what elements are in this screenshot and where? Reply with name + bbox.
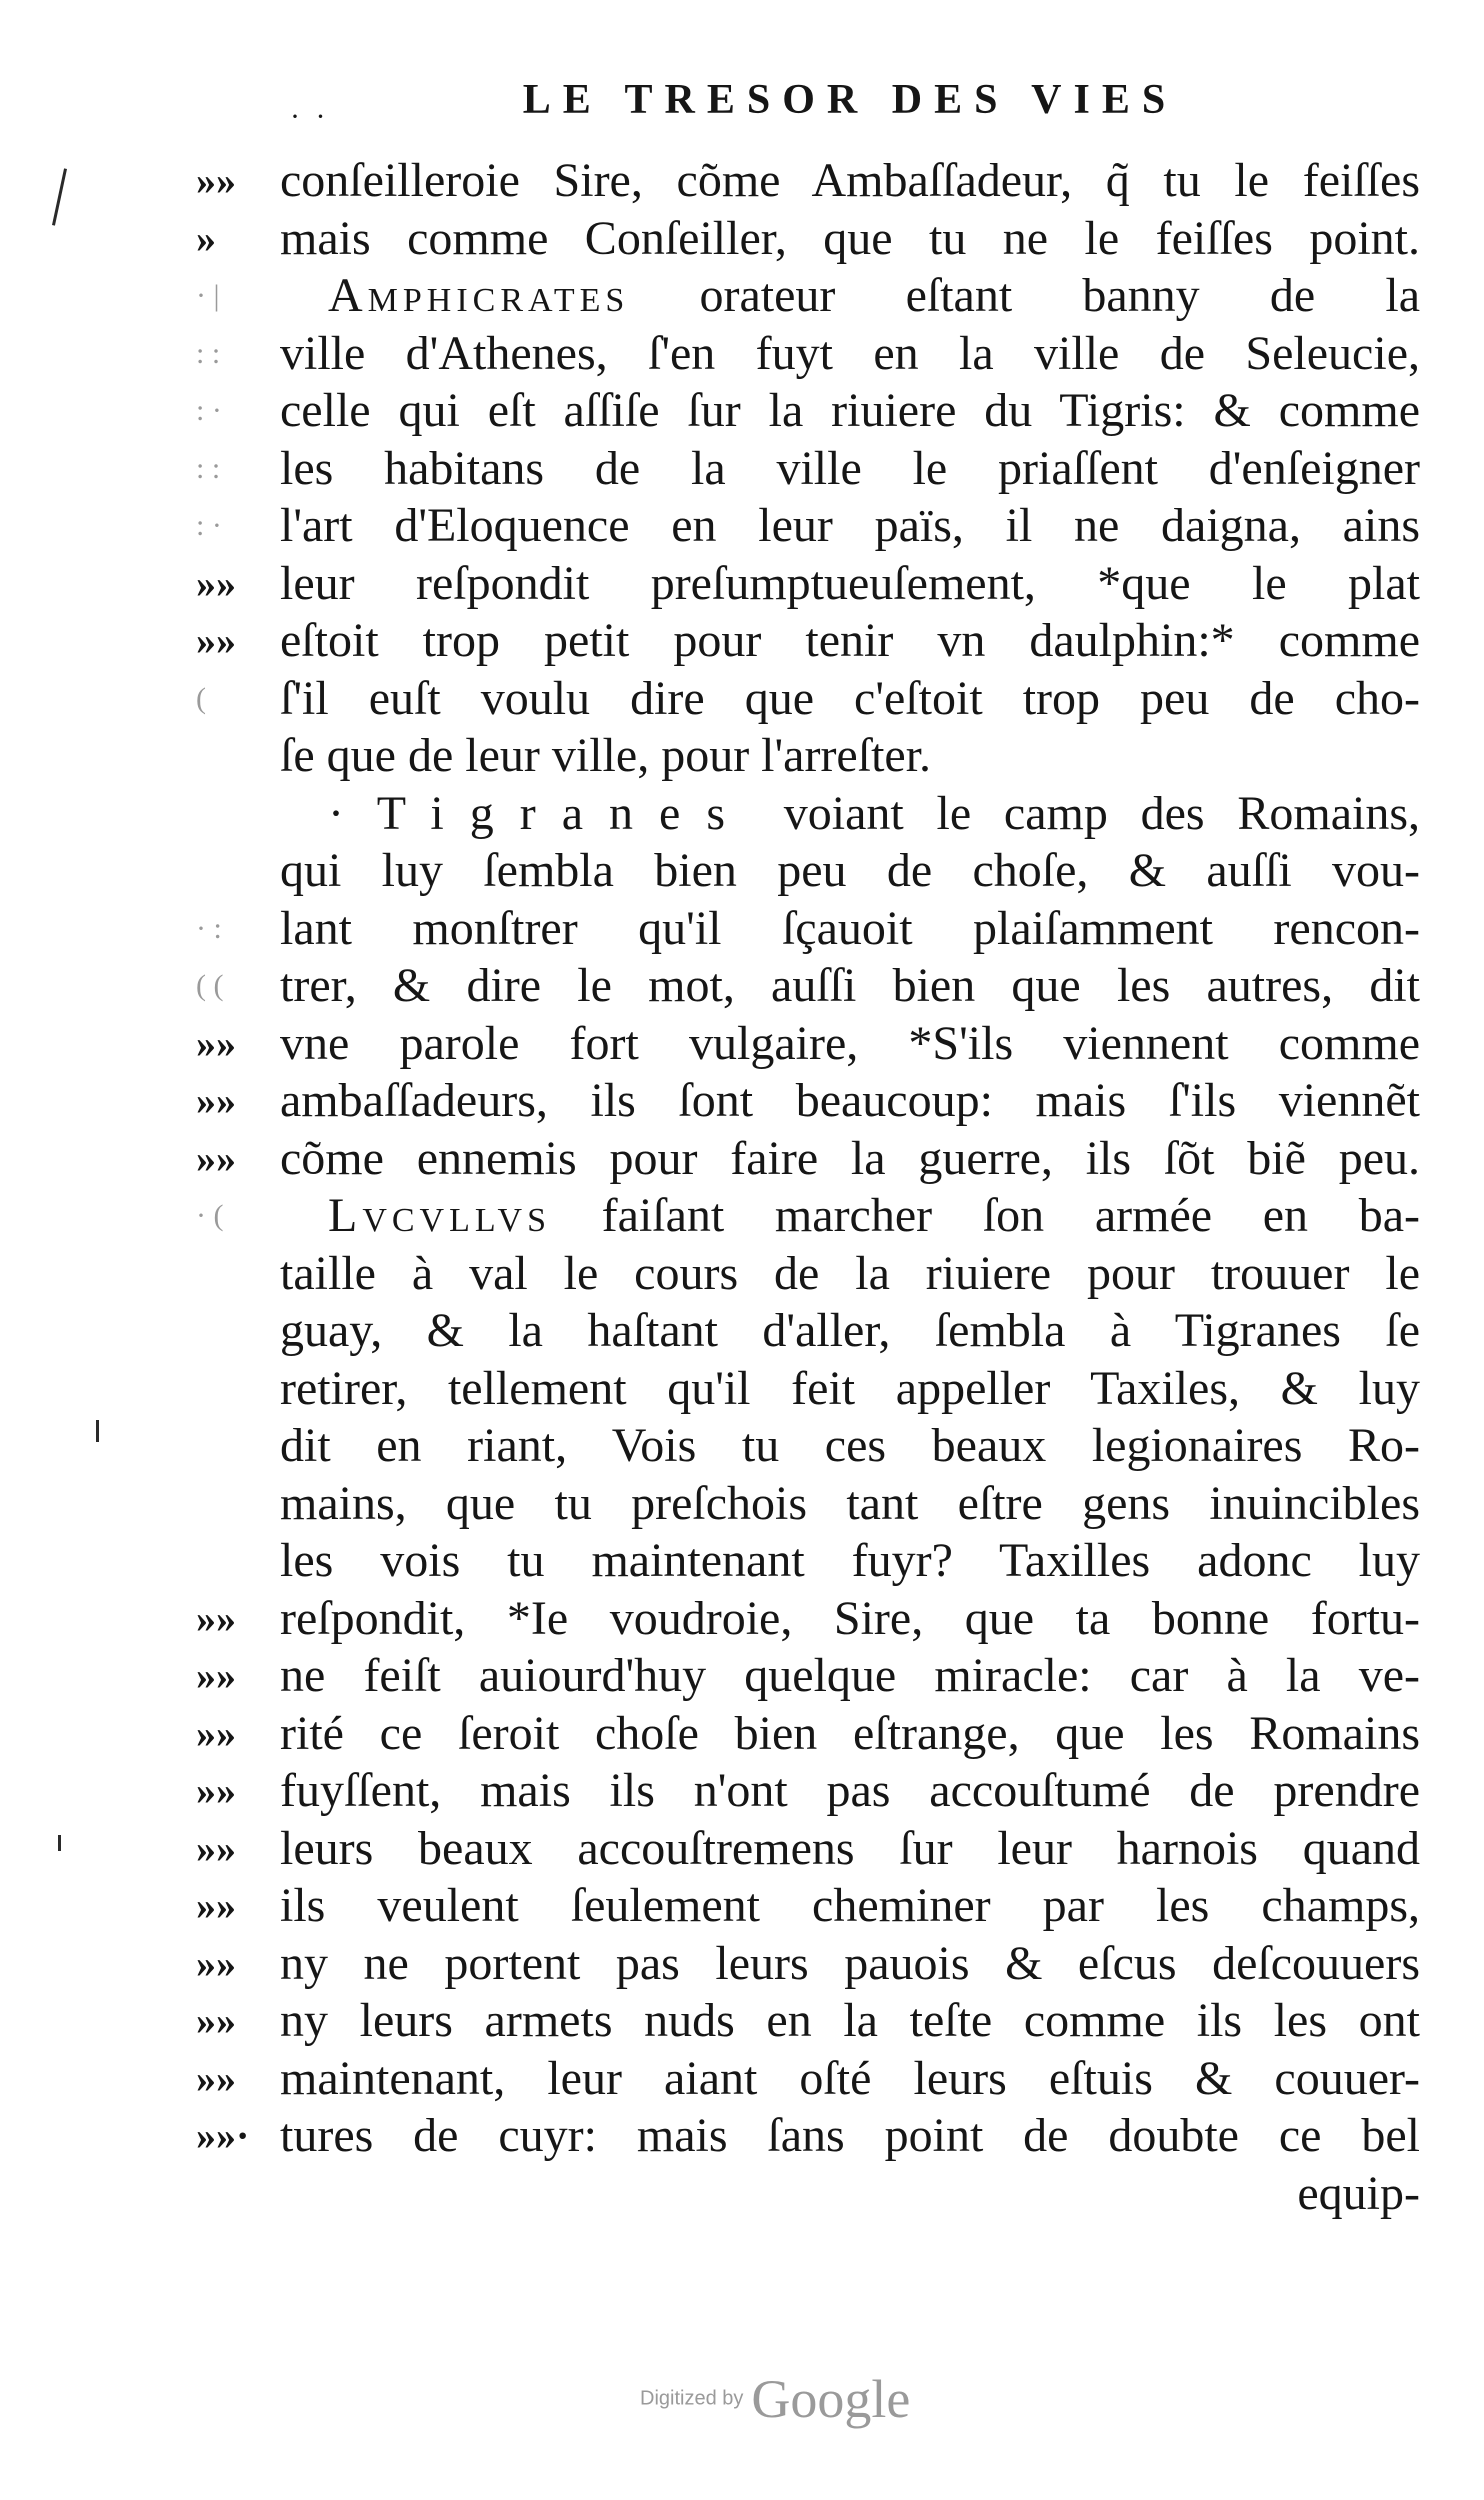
- margin-mark: »»: [196, 1653, 236, 1698]
- line-text: guay, & la haſtant d'aller, ſembla à Tigranes ſe: [280, 1304, 1420, 1357]
- margin-mark: · (: [196, 1199, 224, 1232]
- margin-mark: [196, 842, 276, 900]
- margin-mark: · :: [196, 911, 222, 945]
- margin-mark: [196, 1532, 276, 1590]
- line-text: leurs beaux accouſtremens ſur leur harnois quand: [280, 1821, 1420, 1875]
- text-line: [280, 842, 1420, 900]
- line-text: maintenant, leur aiant oſté leurs eſtuis & couuer-: [280, 2051, 1420, 2105]
- name-small-caps: Lvcvllvs: [328, 1189, 551, 1242]
- margin-mark: »»: [196, 1078, 236, 1123]
- line-text: ny ne portent pas leurs pauois & eſcus deſcouuers: [280, 1936, 1420, 1990]
- margin-mark: [196, 727, 276, 785]
- line-text: ſe que de leur ville, pour l'arreſter.: [280, 729, 932, 782]
- line-text: voiant le camp des Romains,: [751, 786, 1421, 840]
- text-line: [280, 1417, 1420, 1475]
- text-line: [280, 267, 1420, 325]
- line-text: dit en riant, Vois tu ces beaux legionaires Ro-: [280, 1419, 1420, 1472]
- margin-mark: »»: [196, 1998, 236, 2043]
- line-text: cõme ennemis pour faire la guerre, ils ſõt biẽ peu.: [280, 1131, 1420, 1185]
- line-text: vne parole fort vulgaire, *S'ils viennent comme: [280, 1016, 1420, 1070]
- line-text: ny leurs armets nuds en la teſte comme ils les ont: [280, 1994, 1420, 2047]
- line-text: leur reſpondit preſumptueuſement, *que le plat: [280, 556, 1420, 610]
- margin-mark: · |: [196, 279, 220, 312]
- text-line: [280, 1877, 1420, 1935]
- line-text: eſtoit trop petit pour tenir vn daulphin:* comme: [280, 614, 1420, 667]
- line-text: faiſant marcher ſon armée en ba-: [550, 1189, 1420, 1242]
- digitized-footer: [640, 2368, 910, 2430]
- text-line: [280, 1187, 1420, 1245]
- margin-mark: [196, 785, 276, 843]
- margin-mark: [196, 2165, 276, 2223]
- line-text: trer, & dire le mot, auſſi bien que les autres, dit: [280, 959, 1420, 1012]
- margin-mark: »»: [196, 1825, 236, 1871]
- line-text: mais comme Conſeiller, que tu ne le feiſſes point.: [280, 211, 1420, 265]
- line-text: retirer, tellement qu'il feit appeller Taxiles, & luy: [280, 1361, 1420, 1415]
- text-line: [280, 1302, 1420, 1360]
- margin-mark: [196, 1302, 276, 1360]
- text-line: [280, 382, 1420, 440]
- text-line: [280, 785, 1420, 843]
- text-line: [280, 1130, 1420, 1188]
- line-text: ſ'il euſt voulu dire que c'eſtoit trop peu de cho-: [280, 671, 1420, 725]
- margin-mark: [196, 1475, 276, 1533]
- line-text: les habitans de la ville le priaſſent d'enſeigner: [280, 441, 1420, 495]
- margin-dot: [96, 1420, 99, 1442]
- name-spaced: Tigranes: [376, 786, 751, 840]
- margin-mark: : ·: [196, 394, 222, 427]
- margin-mark: »»: [196, 1020, 236, 1066]
- text-line: [280, 1935, 1420, 1993]
- text-line: [280, 1762, 1420, 1820]
- text-line: [280, 497, 1420, 555]
- line-text: ville d'Athenes, ſ'en fuyt en la ville de Seleucie,: [280, 326, 1420, 380]
- line-text: taille à val le cours de la riuiere pour trouuer le: [280, 1246, 1420, 1300]
- margin-mark: (: [196, 681, 206, 715]
- text-line: [280, 900, 1420, 958]
- line-text: mains, que tu preſchois tant eſtre gens inuincibles: [280, 1476, 1420, 1530]
- line-text: les vois tu maintenant fuyr? Taxilles adonc luy: [280, 1534, 1420, 1587]
- text-line: [280, 1705, 1420, 1763]
- margin-quote-marks: [196, 152, 276, 2222]
- text-line: [280, 612, 1420, 670]
- margin-mark: »»: [196, 618, 236, 663]
- margin-mark: »»: [196, 158, 236, 203]
- text-line: [280, 727, 1420, 785]
- line-text: ils veulent ſeulement cheminer par les champs,: [280, 1879, 1420, 1932]
- margin-mark: [196, 1360, 276, 1418]
- margin-mark: : ·: [196, 509, 222, 542]
- margin-dot: [58, 1835, 61, 1851]
- text-line: [280, 1245, 1420, 1303]
- line-prefix-mark: ·: [328, 786, 377, 840]
- text-line: [280, 2165, 1420, 2223]
- running-header: LE TRESOR DES VIES: [522, 77, 1178, 123]
- text-line: [280, 1072, 1420, 1130]
- margin-mark: »: [196, 215, 216, 261]
- text-line: [280, 670, 1420, 728]
- line-text: ambaſſadeurs, ils ſont beaucoup: mais ſ'ils viennẽt: [280, 1074, 1420, 1127]
- line-text: tures de cuyr: mais ſans point de doubte ce bel: [280, 2109, 1420, 2162]
- text-line: [280, 555, 1420, 613]
- text-line: [280, 957, 1420, 1015]
- margin-mark: »»: [196, 1940, 236, 1986]
- text-line: [280, 1647, 1420, 1705]
- text-line: [280, 210, 1420, 268]
- body-text: [280, 152, 1420, 2222]
- line-text: fuyſſent, mais ils n'ont pas accouſtumé de prendre: [280, 1764, 1420, 1817]
- text-line: [280, 2050, 1420, 2108]
- margin-mark: [196, 1417, 276, 1475]
- line-text: l'art d'Eloquence en leur païs, il ne daigna, ains: [280, 499, 1420, 552]
- margin-mark: »»: [196, 1768, 236, 1813]
- margin-mark: »»·: [196, 2113, 250, 2158]
- line-text: qui luy ſembla bien peu de choſe, & auſſi vou-: [280, 844, 1420, 897]
- text-line: [280, 1015, 1420, 1073]
- text-line: [280, 1475, 1420, 1533]
- text-line: [280, 1590, 1420, 1648]
- margin-mark: »»: [196, 1595, 236, 1641]
- margin-pen-stroke: [52, 168, 67, 225]
- digitized-by-text: Digitized by: [640, 2387, 744, 2410]
- margin-mark: »»: [196, 2055, 236, 2101]
- line-text: equip-: [1297, 2166, 1420, 2220]
- text-line: [280, 440, 1420, 498]
- name-small-caps: Amphicrates: [328, 269, 630, 322]
- margin-mark: »»: [196, 1135, 236, 1181]
- line-text: celle qui eſt aſſiſe ſur la riuiere du Tigris: & comme: [280, 384, 1420, 437]
- text-line: [280, 325, 1420, 383]
- google-logo: Google: [751, 2369, 911, 2429]
- text-line: [280, 1532, 1420, 1590]
- margin-mark: ( (: [196, 969, 224, 1002]
- text-line: [280, 1820, 1420, 1878]
- line-text: orateur eſtant banny de la: [629, 269, 1420, 322]
- margin-mark: [196, 1245, 276, 1303]
- margin-mark: »»: [196, 1883, 236, 1928]
- margin-mark: : :: [196, 336, 221, 370]
- line-text: lant monſtrer qu'il ſçauoit plaiſamment rencon-: [280, 901, 1420, 955]
- text-line: [280, 1360, 1420, 1418]
- text-line: [280, 1992, 1420, 2050]
- margin-mark: : :: [196, 451, 221, 485]
- margin-mark: »»: [196, 1710, 236, 1756]
- line-text: ne feiſt auiourd'huy quelque miracle: car à la ve-: [280, 1649, 1420, 1702]
- line-text: reſpondit, *Ie voudroie, Sire, que ta bonne fortu-: [280, 1591, 1420, 1645]
- line-text: rité ce ſeroit choſe bien eſtrange, que les Romains: [280, 1706, 1420, 1760]
- text-line: [280, 2107, 1420, 2165]
- line-text: conſeilleroie Sire, cõme Ambaſſadeur, q̃ tu le feiſſes: [280, 154, 1420, 207]
- text-line: [280, 152, 1420, 210]
- margin-mark: »»: [196, 560, 236, 606]
- top-left-mark: · ·: [290, 100, 330, 133]
